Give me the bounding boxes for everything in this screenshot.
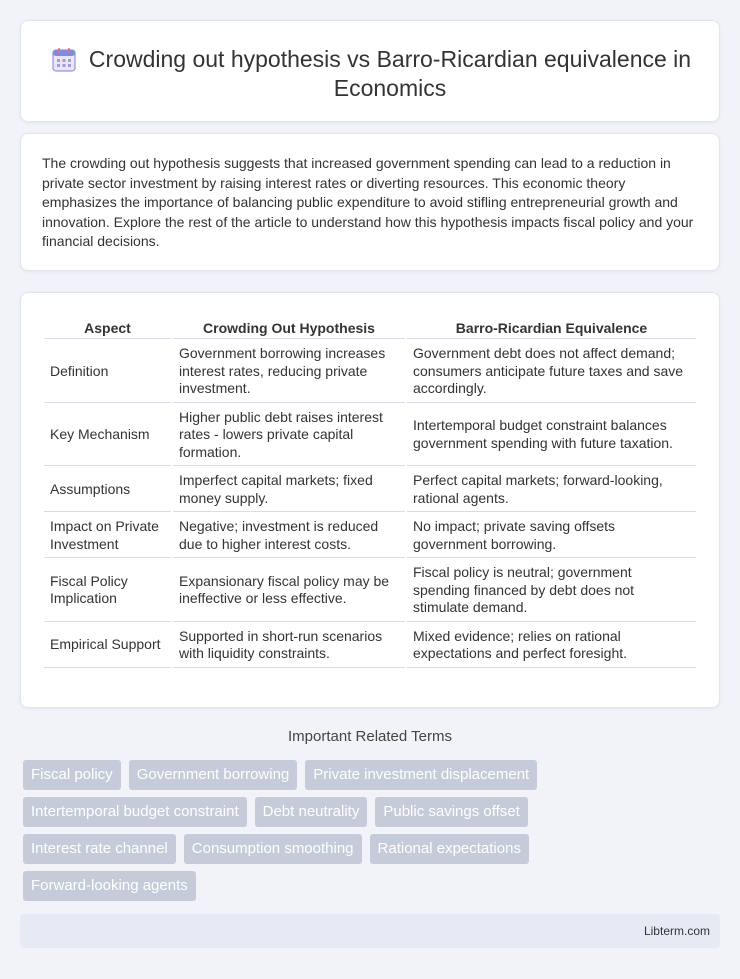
table-header-row [44, 317, 696, 339]
row-crowding-out: Higher public debt raises interest rates - lowers private capital formation. [173, 405, 405, 467]
row-barro-ricardian: Mixed evidence; relies on rational expectations and perfect foresight. [407, 624, 696, 668]
term-tag[interactable]: Government borrowing [129, 760, 298, 790]
table-row [44, 341, 696, 403]
term-tag[interactable]: Fiscal policy [23, 760, 121, 790]
term-tag[interactable]: Debt neutrality [255, 797, 368, 827]
related-terms-title: Important Related Terms [288, 728, 452, 745]
comparison-card [20, 292, 720, 708]
term-tag[interactable]: Interest rate channel [23, 834, 176, 864]
row-barro-ricardian: Fiscal policy is neutral; government spending financed by debt does not stimulate demand. [407, 560, 696, 622]
term-tag[interactable]: Rational expectations [370, 834, 529, 864]
term-tag[interactable]: Consumption smoothing [184, 834, 362, 864]
intro-text: The crowding out hypothesis suggests that increased government spending can lead to a reduction in private sector investment by raising interest rates or diverting resources. This economic theory emphasizes the importance of balancing public expenditure to avoid stifling entrepreneurial growth and innovation. Explore the rest of the article to understand how this hypothesis impacts fiscal policy and your financial decisions. [42, 155, 694, 250]
row-aspect: Impact on Private Investment [44, 514, 171, 558]
intro-card [20, 133, 720, 271]
row-aspect: Key Mechanism [44, 405, 171, 467]
comparison-table [42, 315, 698, 670]
row-barro-ricardian: Intertemporal budget constraint balances government spending with future taxation. [407, 405, 696, 467]
term-tag[interactable]: Intertemporal budget constraint [23, 797, 247, 827]
row-crowding-out: Expansionary fiscal policy may be ineffective or less effective. [173, 560, 405, 622]
row-crowding-out: Negative; investment is reduced due to higher interest costs. [173, 514, 405, 558]
table-row [44, 560, 696, 622]
table-row [44, 468, 696, 512]
related-terms-list [23, 760, 583, 901]
footer-site-link[interactable]: Libterm.com [643, 924, 710, 938]
row-barro-ricardian: No impact; private saving offsets government borrowing. [407, 514, 696, 558]
row-aspect: Definition [44, 341, 171, 403]
footer [20, 914, 720, 948]
row-aspect: Fiscal Policy Implication [44, 560, 171, 622]
row-aspect: Assumptions [44, 468, 171, 512]
row-crowding-out: Imperfect capital markets; fixed money supply. [173, 468, 405, 512]
table-row [44, 624, 696, 668]
row-crowding-out: Supported in short-run scenarios with liquidity constraints. [173, 624, 405, 668]
row-aspect: Empirical Support [44, 624, 171, 668]
term-tag[interactable]: Private investment displacement [305, 760, 537, 790]
row-crowding-out: Government borrowing increases interest rates, reducing private investment. [173, 341, 405, 403]
header-barro-ricardian: Barro-Ricardian Equivalence [407, 317, 696, 339]
table-row [44, 514, 696, 558]
term-tag[interactable]: Public savings offset [375, 797, 527, 827]
header-card [20, 20, 720, 122]
term-tag[interactable]: Forward-looking agents [23, 871, 196, 901]
header-aspect: Aspect [44, 317, 171, 339]
table-row [44, 405, 696, 467]
row-barro-ricardian: Perfect capital markets; forward-looking, rational agents. [407, 468, 696, 512]
row-barro-ricardian: Government debt does not affect demand; consumers anticipate future taxes and save accordingly. [407, 341, 696, 403]
header-crowding-out: Crowding Out Hypothesis [173, 317, 405, 339]
page-title: Crowding out hypothesis vs Barro-Ricardian equivalence in Economics [88, 46, 692, 101]
